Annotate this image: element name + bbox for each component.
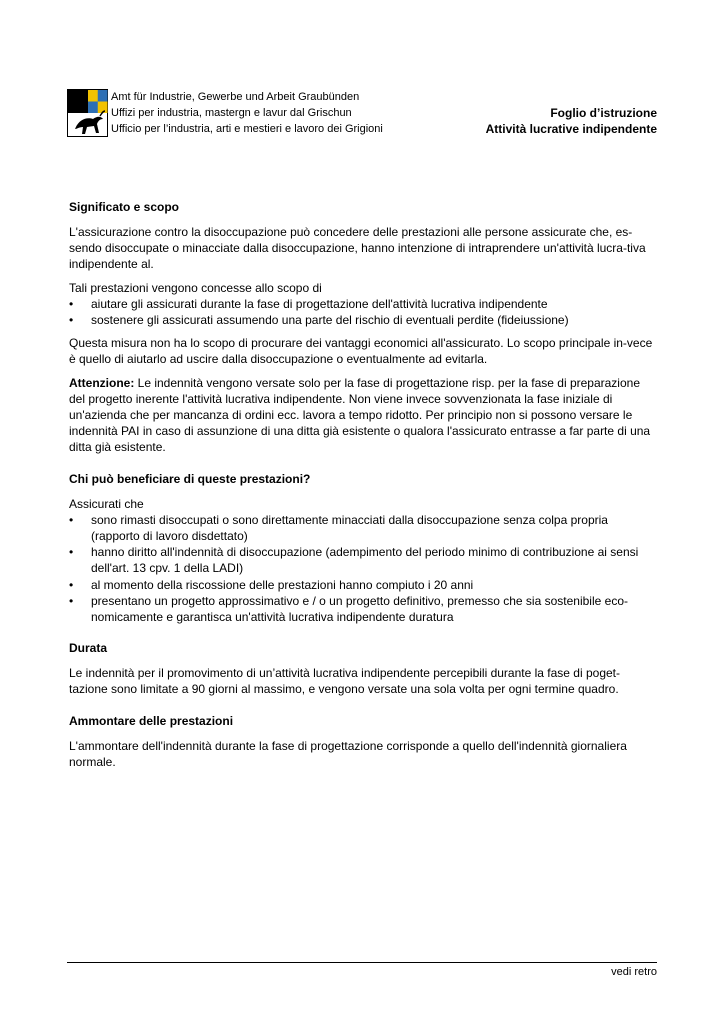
document-subject: Attività lucrative indipendente <box>485 122 657 136</box>
paragraph: Tali prestazioni vengono concesse allo scopo di <box>69 280 322 295</box>
paragraph: L'assicurazione contro la disoccupazione può concedere delle prestazioni alle persone assicurate che, es-sendo disoccupate o minacciate dalla disoccupazione, hanno intenzione di intraprendere un'attività lucra-tiva indipendente al. <box>69 225 646 272</box>
attention-label: Attenzione: <box>69 375 135 390</box>
document-title-block <box>486 105 657 137</box>
bullet-list <box>69 296 657 328</box>
document-body <box>69 199 657 785</box>
list-item: • presentano un progetto approssimativo e / o un progetto definitivo, premesso che sia sostenibile eco-nomicamente e garantisca un'attività lucrativa indipendente duratura <box>69 593 657 625</box>
section-heading: Significato e scopo <box>69 200 180 214</box>
agency-name-de: Amt für Industrie, Gewerbe und Arbeit Graubünden <box>111 91 360 103</box>
section-durata <box>69 640 657 697</box>
paragraph: Questa misura non ha lo scopo di procurare dei vantaggi economici all'assicurato. Lo scopo principale in-vece è quello di aiutarlo ad uscire dalla disoccupazione o eventualmente ad evitarla. <box>69 336 653 367</box>
attention-text: Le indennità vengono versate solo per la fase di progettazione risp. per la fase di preparazione del progetto inerente l'attività lucrativa indipendente. Non viene invece sovvenzionata la fase iniziale di un'azienda che per mancanza di ordini ecc. lavora a tempo ridotto. Per principio non si possono versare le indennità PAI in caso di assunzione di una ditta già esistente o qualora l'assicurato entrasse a far parte di una ditta già esistente. <box>69 375 651 455</box>
document-type: Foglio d’istruzione <box>550 106 657 120</box>
list-item: • aiutare gli assicurati durante la fase di progettazione dell'attività lucrativa indipendente <box>69 296 657 312</box>
section-heading: Chi può beneficiare di queste prestazioni? <box>69 471 311 486</box>
attention-paragraph <box>69 375 657 456</box>
paragraph: L'ammontare dell'indennità durante la fase di progettazione corrisponde a quello dell'indennità giornaliera normale. <box>69 738 627 769</box>
list-item: • sostenere gli assicurati assumendo una parte del rischio di eventuali perdite (fideiussione) <box>69 312 657 328</box>
section-heading: Ammontare delle prestazioni <box>69 713 234 728</box>
list-item: • sono rimasti disoccupati o sono direttamente minacciati dalla disoccupazione senza colpa propria (rapporto di lavoro disdettato) <box>69 512 657 544</box>
agency-name-it: Ufficio per l’industria, arti e mestieri e lavoro dei Grigioni <box>111 123 383 135</box>
paragraph: Assicurati che <box>69 496 144 511</box>
section-significato <box>69 199 657 456</box>
graubuenden-coat-of-arms-icon <box>67 89 108 137</box>
paragraph: Le indennità per il promovimento di un’attività lucrativa indipendente percepibili durante la fase di poget-tazione sono limitate a 90 giorni al massimo, e vengono versate una sola volta per ogni termine quadro. <box>69 666 621 697</box>
bullet-list <box>69 512 657 625</box>
agency-name-rm: Uffizi per industria, mastergn e lavur dal Grischun <box>111 107 352 119</box>
agency-name-block <box>111 89 383 137</box>
section-ammontare <box>69 713 657 770</box>
section-heading: Durata <box>69 641 108 656</box>
section-beneficiari <box>69 471 657 626</box>
letterhead <box>67 89 657 139</box>
footer-divider <box>67 962 657 963</box>
list-item: • hanno diritto all'indennità di disoccupazione (adempimento del periodo minimo di contribuzione ai sensi dell'art. 13 cpv. 1 della LADI) <box>69 544 657 576</box>
list-item: • al momento della riscossione delle prestazioni hanno compiuto i 20 anni <box>69 577 657 593</box>
footer-note: vedi retro <box>611 966 657 978</box>
